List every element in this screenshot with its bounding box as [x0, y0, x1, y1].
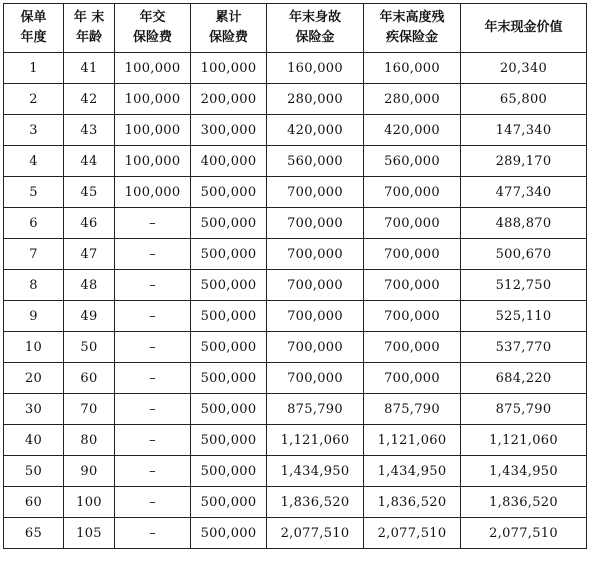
cell-death-benefit: 560,000: [267, 146, 364, 177]
cell-cumulative-premium: 500,000: [191, 332, 267, 363]
table-row: [4, 363, 587, 394]
cell-death-benefit: 700,000: [267, 208, 364, 239]
cell-cash-value: 500,670: [461, 239, 587, 270]
cell-age: 46: [64, 208, 115, 239]
table-row: [4, 332, 587, 363]
cell-annual-premium: –: [115, 456, 191, 487]
cell-age: 41: [64, 53, 115, 84]
cell-death-benefit: 160,000: [267, 53, 364, 84]
cell-death-benefit: 280,000: [267, 84, 364, 115]
cell-cash-value: 1,836,520: [461, 487, 587, 518]
cell-disability-benefit: 700,000: [364, 363, 461, 394]
cell-annual-premium: –: [115, 239, 191, 270]
table-row: [4, 239, 587, 270]
cell-age: 70: [64, 394, 115, 425]
cell-cumulative-premium: 500,000: [191, 425, 267, 456]
table-row: [4, 518, 587, 549]
cell-cumulative-premium: 500,000: [191, 456, 267, 487]
cell-disability-benefit: 700,000: [364, 270, 461, 301]
cell-policy-year: 3: [4, 115, 64, 146]
cell-age: 44: [64, 146, 115, 177]
cell-cash-value: 2,077,510: [461, 518, 587, 549]
table-row: [4, 208, 587, 239]
cell-age: 80: [64, 425, 115, 456]
cell-policy-year: 9: [4, 301, 64, 332]
cell-cash-value: 20,340: [461, 53, 587, 84]
cell-death-benefit: 700,000: [267, 270, 364, 301]
cell-death-benefit: 700,000: [267, 301, 364, 332]
cell-age: 50: [64, 332, 115, 363]
cell-cumulative-premium: 500,000: [191, 487, 267, 518]
cell-cumulative-premium: 200,000: [191, 84, 267, 115]
cell-age: 49: [64, 301, 115, 332]
header-age-at-year-end: 年 末 年龄: [64, 4, 115, 53]
cell-cash-value: 147,340: [461, 115, 587, 146]
cell-annual-premium: –: [115, 208, 191, 239]
cell-annual-premium: –: [115, 518, 191, 549]
table-header: [4, 4, 587, 53]
header-row: [4, 4, 587, 53]
table-body: [4, 53, 587, 549]
table-row: [4, 301, 587, 332]
cell-disability-benefit: 1,121,060: [364, 425, 461, 456]
cell-policy-year: 60: [4, 487, 64, 518]
cell-cash-value: 684,220: [461, 363, 587, 394]
table-row: [4, 84, 587, 115]
header-death-benefit: 年末身故 保险金: [267, 4, 364, 53]
cell-cash-value: 1,434,950: [461, 456, 587, 487]
cell-cumulative-premium: 500,000: [191, 394, 267, 425]
cell-annual-premium: 100,000: [115, 146, 191, 177]
cell-age: 45: [64, 177, 115, 208]
cell-death-benefit: 2,077,510: [267, 518, 364, 549]
header-policy-year: 保单 年度: [4, 4, 64, 53]
table-row: [4, 146, 587, 177]
cell-age: 43: [64, 115, 115, 146]
cell-death-benefit: 700,000: [267, 177, 364, 208]
cell-cumulative-premium: 400,000: [191, 146, 267, 177]
cell-disability-benefit: 1,836,520: [364, 487, 461, 518]
cell-death-benefit: 1,121,060: [267, 425, 364, 456]
cell-cash-value: 477,340: [461, 177, 587, 208]
cell-annual-premium: –: [115, 487, 191, 518]
cell-cumulative-premium: 500,000: [191, 270, 267, 301]
cell-cash-value: 488,870: [461, 208, 587, 239]
header-disability-benefit: 年末高度残 疾保险金: [364, 4, 461, 53]
cell-annual-premium: –: [115, 363, 191, 394]
cell-age: 100: [64, 487, 115, 518]
cell-disability-benefit: 280,000: [364, 84, 461, 115]
cell-policy-year: 8: [4, 270, 64, 301]
table-row: [4, 115, 587, 146]
cell-cumulative-premium: 500,000: [191, 363, 267, 394]
header-annual-premium: 年交 保险费: [115, 4, 191, 53]
cell-annual-premium: 100,000: [115, 84, 191, 115]
cell-annual-premium: –: [115, 425, 191, 456]
cell-cumulative-premium: 500,000: [191, 239, 267, 270]
benefit-schedule-table: [3, 3, 587, 549]
cell-policy-year: 6: [4, 208, 64, 239]
cell-cash-value: 65,800: [461, 84, 587, 115]
cell-disability-benefit: 420,000: [364, 115, 461, 146]
cell-policy-year: 1: [4, 53, 64, 84]
cell-cash-value: 525,110: [461, 301, 587, 332]
cell-age: 105: [64, 518, 115, 549]
cell-disability-benefit: 875,790: [364, 394, 461, 425]
cell-policy-year: 2: [4, 84, 64, 115]
cell-death-benefit: 1,434,950: [267, 456, 364, 487]
cell-policy-year: 50: [4, 456, 64, 487]
table-row: [4, 177, 587, 208]
header-cumulative-premium: 累计 保险费: [191, 4, 267, 53]
cell-cumulative-premium: 500,000: [191, 301, 267, 332]
cell-annual-premium: 100,000: [115, 177, 191, 208]
cell-disability-benefit: 1,434,950: [364, 456, 461, 487]
cell-annual-premium: –: [115, 301, 191, 332]
cell-disability-benefit: 700,000: [364, 301, 461, 332]
cell-annual-premium: –: [115, 270, 191, 301]
cell-death-benefit: 700,000: [267, 363, 364, 394]
table-row: [4, 394, 587, 425]
table-row: [4, 425, 587, 456]
cell-policy-year: 65: [4, 518, 64, 549]
cell-cumulative-premium: 100,000: [191, 53, 267, 84]
cell-death-benefit: 1,836,520: [267, 487, 364, 518]
cell-death-benefit: 875,790: [267, 394, 364, 425]
cell-cash-value: 1,121,060: [461, 425, 587, 456]
cell-age: 60: [64, 363, 115, 394]
cell-annual-premium: 100,000: [115, 53, 191, 84]
cell-cash-value: 289,170: [461, 146, 587, 177]
cell-disability-benefit: 160,000: [364, 53, 461, 84]
cell-cash-value: 512,750: [461, 270, 587, 301]
cell-disability-benefit: 560,000: [364, 146, 461, 177]
cell-cumulative-premium: 500,000: [191, 177, 267, 208]
table-row: [4, 456, 587, 487]
cell-age: 90: [64, 456, 115, 487]
cell-annual-premium: –: [115, 394, 191, 425]
cell-policy-year: 4: [4, 146, 64, 177]
header-cash-value: 年末现金价值: [461, 4, 587, 53]
cell-annual-premium: –: [115, 332, 191, 363]
cell-disability-benefit: 2,077,510: [364, 518, 461, 549]
cell-death-benefit: 700,000: [267, 332, 364, 363]
cell-policy-year: 20: [4, 363, 64, 394]
cell-disability-benefit: 700,000: [364, 332, 461, 363]
cell-policy-year: 30: [4, 394, 64, 425]
cell-death-benefit: 700,000: [267, 239, 364, 270]
cell-disability-benefit: 700,000: [364, 177, 461, 208]
cell-disability-benefit: 700,000: [364, 239, 461, 270]
table-row: [4, 487, 587, 518]
table-row: [4, 53, 587, 84]
cell-age: 42: [64, 84, 115, 115]
cell-policy-year: 7: [4, 239, 64, 270]
cell-policy-year: 5: [4, 177, 64, 208]
cell-cumulative-premium: 500,000: [191, 208, 267, 239]
cell-cumulative-premium: 300,000: [191, 115, 267, 146]
cell-cash-value: 537,770: [461, 332, 587, 363]
cell-disability-benefit: 700,000: [364, 208, 461, 239]
table-row: [4, 270, 587, 301]
cell-cash-value: 875,790: [461, 394, 587, 425]
cell-annual-premium: 100,000: [115, 115, 191, 146]
cell-cumulative-premium: 500,000: [191, 518, 267, 549]
cell-age: 48: [64, 270, 115, 301]
cell-policy-year: 40: [4, 425, 64, 456]
cell-age: 47: [64, 239, 115, 270]
cell-death-benefit: 420,000: [267, 115, 364, 146]
cell-policy-year: 10: [4, 332, 64, 363]
